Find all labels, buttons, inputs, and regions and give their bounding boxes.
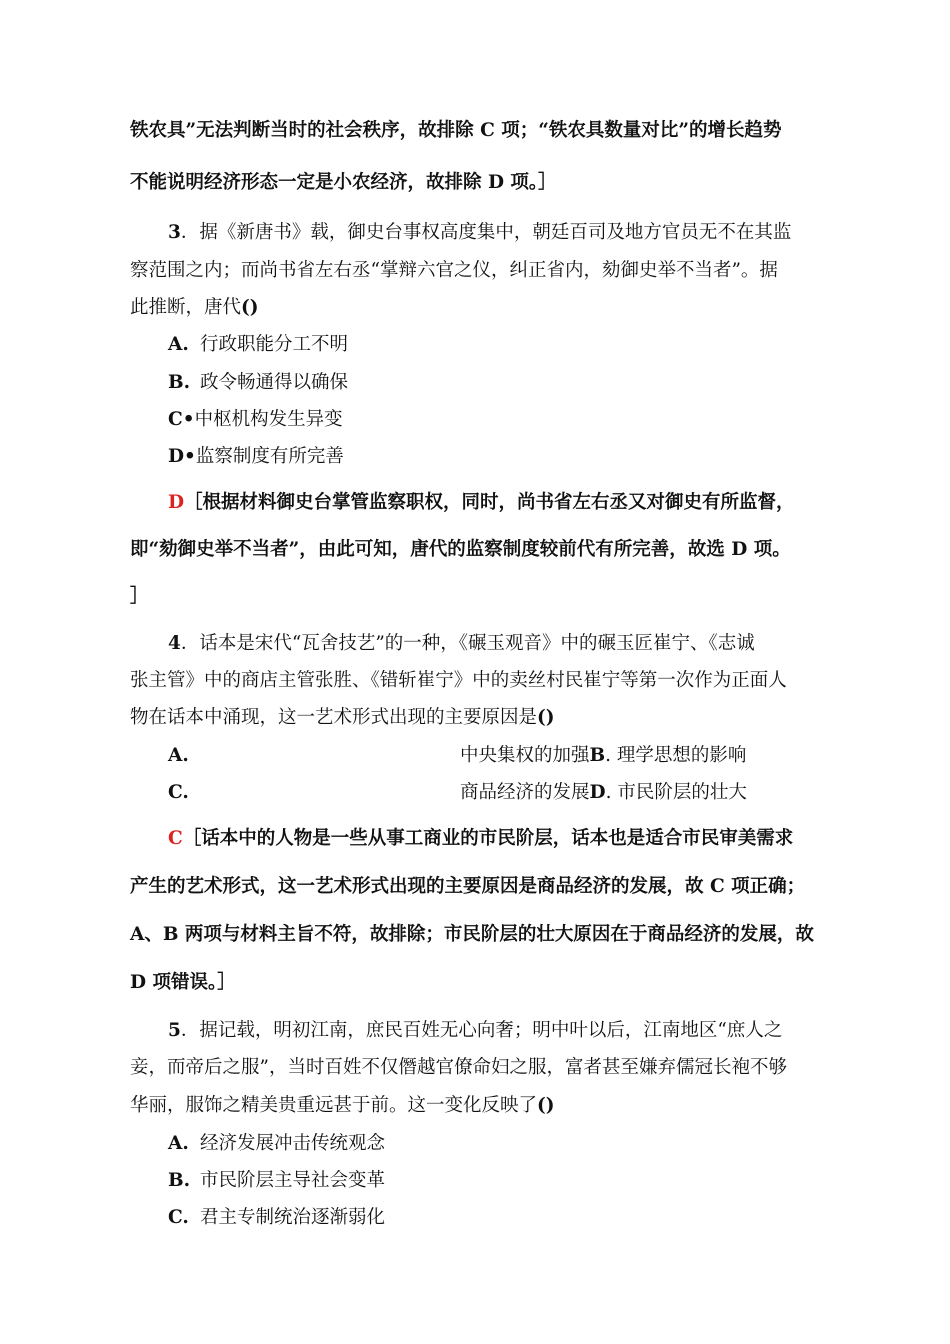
q4-answer-blank: () [537, 707, 555, 728]
q4-explanation-line-3: A、B 两项与材料主旨不符，故排除；市民阶层的壮大原因在于商品经济的发展，故 [130, 924, 814, 945]
q3-stem-line-3 [130, 295, 259, 321]
q5-number: 5 [168, 1020, 181, 1041]
q4-option-a-letter[interactable]: A. [168, 745, 189, 766]
q4-explanation-line-1 [168, 826, 793, 852]
q4-answer-letter: C [168, 828, 183, 849]
q3-explanation-line-1 [168, 490, 795, 516]
option-text: 市民阶层主导社会变革 [200, 1170, 386, 1191]
option-letter: D• [168, 446, 196, 467]
q3-stem-text-1: ．据《新唐书》载，御史台事权高度集中，朝廷百司及地方官员无不在其监 [180, 222, 792, 243]
q4-explanation-line-4: D 项错误。］ [130, 972, 236, 993]
q5-stem-line-2: 妾，而帝后之服”，当时百姓不仅僭越官僚命妇之服，富者甚至嫌弃儒冠长袍不够 [130, 1057, 787, 1078]
q5-answer-blank: () [537, 1095, 555, 1116]
option-text: 经济发展冲击传统观念 [200, 1133, 386, 1154]
q4-option-c-letter[interactable]: C. [168, 782, 189, 803]
option-letter: B. [168, 1170, 191, 1191]
option-text: 行政职能分工不明 [200, 334, 349, 355]
q3-number: 3 [168, 222, 181, 243]
option-text: 君主专制统治逐渐弱化 [200, 1207, 386, 1228]
option-letter: C• [168, 409, 195, 430]
q3-option-a[interactable] [168, 332, 348, 358]
q3-explanation-line-3: ］ [130, 586, 149, 607]
q3-option-d[interactable] [168, 444, 344, 470]
q5-option-c[interactable] [168, 1205, 385, 1231]
q4-option-a-text[interactable]: 中央集权的加强 [460, 745, 590, 766]
q4-option-row-1 [168, 743, 808, 769]
q4-stem-text-1: ．话本是宋代“瓦舍技艺”的一种，《碾玉观音》中的碾玉匠崔宁、《志诚 [180, 633, 755, 654]
q4-stem-text-3: 物在话本中涌现，这一艺术形式出现的主要原因是 [130, 707, 538, 728]
q3-explanation-line-2: 即“劾御史举不当者”，由此可知，唐代的监察制度较前代有所完善，故选 D 项。 [130, 539, 791, 560]
prev-explanation-line-1: 铁农具”无法判断当时的社会秩序，故排除 C 项；“铁农具数量对比”的增长趋势 [130, 120, 782, 141]
option-text: 监察制度有所完善 [195, 446, 344, 467]
q4-explanation-text-1: ［话本中的人物是一些从事工商业的市民阶层，话本也是适合市民审美需求 [182, 828, 794, 849]
option-letter: A. [168, 334, 189, 355]
q3-explanation-text-1: ［根据材料御史台掌管监察职权，同时，尚书省左右丞又对御史有所监督， [184, 492, 795, 513]
q4-option-d-text[interactable]: . 市民阶层的壮大 [605, 782, 747, 803]
q4-option-c-text[interactable]: 商品经济的发展 [460, 782, 590, 803]
q3-stem-text-3: 此推断，唐代 [130, 297, 242, 318]
q4-explanation-line-2: 产生的艺术形式，这一艺术形式出现的主要原因是商品经济的发展，故 C 项正确； [130, 876, 806, 897]
q4-option-b-text[interactable]: . 理学思想的影响 [605, 745, 747, 766]
q3-answer-blank: () [241, 297, 259, 318]
q3-option-b[interactable] [168, 370, 348, 396]
q4-option-row-2 [168, 780, 808, 806]
option-letter: B. [168, 372, 191, 393]
option-letter: A. [168, 1133, 189, 1154]
q4-option-b-letter[interactable]: B [589, 745, 606, 766]
q3-answer-letter: D [168, 492, 185, 513]
q3-stem-line-1 [168, 220, 791, 246]
prev-explanation-line-2: 不能说明经济形态一定是小农经济，故排除 D 项。］ [130, 172, 557, 193]
q3-option-c[interactable] [168, 407, 343, 433]
option-letter: C. [168, 1207, 189, 1228]
q4-option-d-letter[interactable]: D [589, 782, 606, 803]
q5-option-a[interactable] [168, 1131, 385, 1157]
q4-stem-line-1 [168, 631, 755, 657]
q3-stem-line-2: 察范围之内；而尚书省左右丞“掌辩六官之仪，纠正省内，劾御史举不当者”。据 [130, 260, 778, 281]
q5-stem-line-3 [130, 1093, 555, 1119]
q5-stem-text-1: ．据记载，明初江南，庶民百姓无心向奢；明中叶以后，江南地区“庶人之 [180, 1020, 783, 1041]
q5-stem-text-3: 华丽，服饰之精美贵重远甚于前。这一变化反映了 [130, 1095, 538, 1116]
q4-option-row-2-right [460, 780, 747, 806]
q5-stem-line-1 [168, 1018, 782, 1044]
q5-option-b[interactable] [168, 1168, 385, 1194]
q4-option-row-1-right [460, 743, 746, 769]
option-text: 政令畅通得以确保 [200, 372, 349, 393]
q4-stem-line-3 [130, 705, 555, 731]
option-text: 中枢机构发生异变 [194, 409, 343, 430]
q4-number: 4 [168, 633, 181, 654]
q4-stem-line-2: 张主管》中的商店主管张胜、《错斩崔宁》中的卖丝村民崔宁等第一次作为正面人 [130, 670, 787, 691]
